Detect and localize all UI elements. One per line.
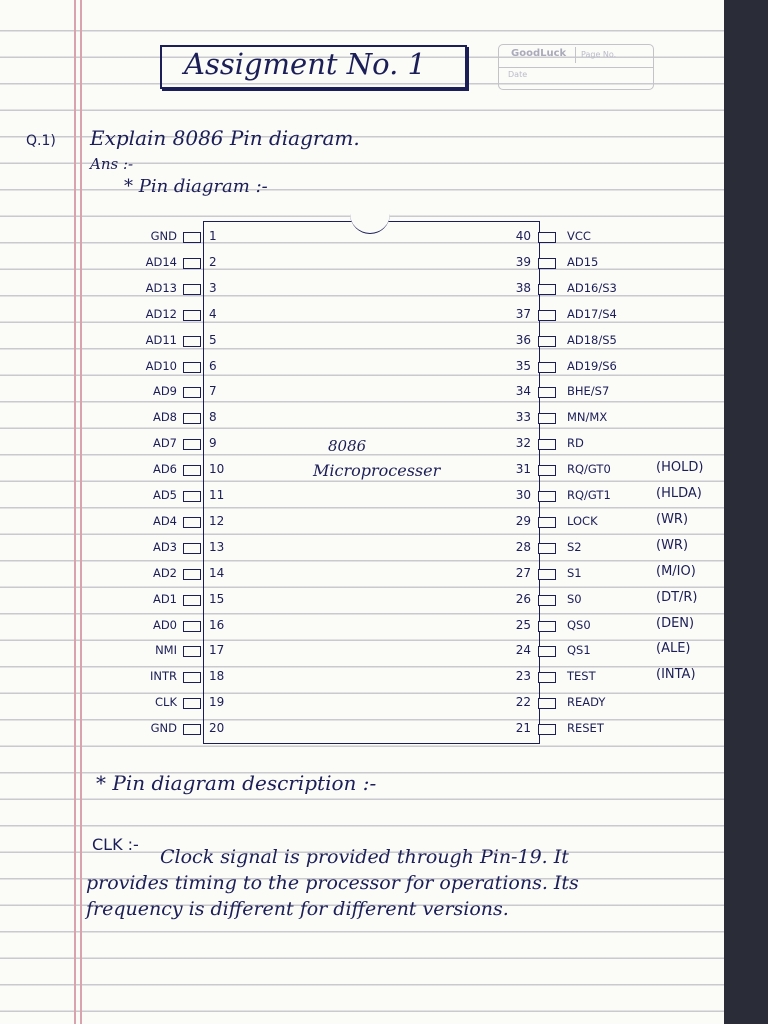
- question-text: Explain 8086 Pin diagram.: [90, 126, 360, 150]
- right-pin-terminal: [538, 569, 556, 580]
- clk-line-1: Clock signal is provided through Pin-19. It: [160, 846, 569, 868]
- left-pin-terminal: [183, 517, 201, 528]
- right-pin-min-mode-note: (ALE): [656, 641, 691, 657]
- right-pin-name: RD: [567, 436, 584, 451]
- right-pin-number: 36: [515, 332, 531, 347]
- pin-diagram-heading: * Pin diagram :-: [124, 176, 268, 197]
- right-pin-terminal: [538, 543, 556, 554]
- left-pin-terminal: [183, 413, 201, 424]
- left-pin-name: AD4: [152, 513, 177, 528]
- right-pin-terminal: [538, 491, 556, 502]
- left-pin-number: 5: [209, 332, 217, 347]
- left-pin-name: AD11: [145, 332, 177, 347]
- left-pin-name: AD12: [145, 306, 177, 321]
- left-pin-number: 17: [209, 643, 225, 658]
- left-pin-terminal: [183, 387, 201, 398]
- right-pin-name: RQ/GT1: [567, 488, 611, 502]
- left-pin-number: 15: [209, 591, 225, 606]
- margin-line: [80, 0, 82, 1024]
- right-pin-terminal: [538, 595, 556, 606]
- stamp-brand: GoodLuck: [511, 48, 567, 59]
- right-pin-name: AD18/S5: [567, 332, 617, 347]
- left-pin-terminal: [183, 336, 201, 347]
- left-pin-name: AD1: [152, 591, 177, 606]
- right-pin-terminal: [538, 698, 556, 709]
- right-pin-min-mode-note: (WR): [656, 537, 689, 553]
- right-pin-number: 21: [515, 721, 531, 736]
- right-pin-terminal: [538, 621, 556, 632]
- left-pin-terminal: [183, 595, 201, 606]
- chip-label-number: 8086: [328, 437, 367, 455]
- right-pin-terminal: [538, 465, 556, 476]
- right-pin-name: AD16/S3: [567, 280, 617, 295]
- left-pin-number: 6: [209, 358, 217, 373]
- right-pin-terminal: [538, 310, 556, 321]
- left-pin-terminal: [183, 232, 201, 243]
- right-pin-number: 40: [515, 229, 531, 243]
- right-pin-min-mode-note: (HLDA): [656, 486, 702, 501]
- left-pin-terminal: [183, 258, 201, 269]
- left-pin-terminal: [183, 543, 201, 554]
- left-pin-number: 10: [209, 462, 225, 477]
- right-pin-number: 39: [515, 254, 531, 269]
- left-pin-terminal: [183, 621, 201, 632]
- left-pin-name: AD7: [152, 436, 177, 451]
- left-pin-name: CLK: [155, 695, 177, 710]
- left-pin-name: AD5: [152, 488, 177, 502]
- left-pin-terminal: [183, 491, 201, 502]
- left-pin-terminal: [183, 698, 201, 709]
- right-pin-name: AD19/S6: [567, 358, 617, 373]
- right-pin-terminal: [538, 439, 556, 450]
- right-pin-name: READY: [567, 695, 606, 710]
- left-pin-name: AD2: [152, 565, 177, 580]
- left-pin-number: 1: [209, 229, 217, 243]
- left-pin-terminal: [183, 310, 201, 321]
- left-pin-name: GND: [150, 721, 177, 736]
- right-pin-name: S0: [567, 591, 582, 606]
- left-pin-number: 16: [209, 617, 225, 632]
- left-pin-number: 20: [209, 721, 225, 736]
- right-pin-terminal: [538, 284, 556, 295]
- left-pin-name: NMI: [155, 643, 177, 658]
- left-pin-number: 19: [209, 695, 225, 710]
- left-pin-terminal: [183, 569, 201, 580]
- left-pin-name: AD3: [152, 539, 177, 554]
- right-pin-name: MN/MX: [567, 410, 608, 425]
- left-pin-terminal: [183, 362, 201, 373]
- right-pin-number: 29: [515, 513, 531, 528]
- right-pin-number: 24: [515, 643, 531, 658]
- left-pin-number: 4: [209, 306, 217, 321]
- right-pin-min-mode-note: (DT/R): [656, 589, 698, 605]
- left-pin-number: 8: [209, 410, 217, 425]
- left-pin-name: AD10: [145, 358, 177, 373]
- left-pin-name: AD13: [145, 280, 177, 295]
- page-title: Assigment No. 1: [184, 47, 426, 81]
- right-pin-name: LOCK: [567, 513, 598, 528]
- right-pin-name: QS1: [567, 643, 591, 658]
- right-pin-name: AD15: [567, 254, 599, 269]
- right-pin-min-mode-note: (M/IO): [656, 563, 696, 579]
- answer-label: Ans :-: [90, 155, 134, 173]
- left-pin-number: 18: [209, 669, 225, 684]
- left-pin-name: AD6: [152, 462, 177, 477]
- right-pin-min-mode-note: (WR): [656, 511, 689, 527]
- right-pin-name: VCC: [567, 229, 591, 243]
- right-pin-number: 22: [515, 695, 531, 710]
- right-pin-name: S1: [567, 565, 582, 580]
- left-pin-number: 14: [209, 565, 225, 580]
- question-number: Q.1): [26, 133, 56, 149]
- right-pin-terminal: [538, 362, 556, 373]
- right-pin-number: 23: [515, 669, 531, 684]
- right-pin-terminal: [538, 387, 556, 398]
- chip-body: [203, 221, 540, 744]
- right-pin-name: BHE/S7: [567, 384, 610, 399]
- right-pin-name: S2: [567, 539, 582, 554]
- left-pin-name: GND: [150, 229, 177, 243]
- description-heading: * Pin diagram description :-: [96, 771, 377, 795]
- right-pin-number: 33: [515, 410, 531, 425]
- clk-line-2: provides timing to the processor for operations. Its: [86, 872, 579, 894]
- left-pin-terminal: [183, 439, 201, 450]
- right-pin-number: 31: [515, 462, 531, 477]
- right-pin-name: RESET: [567, 721, 604, 736]
- left-pin-name: INTR: [149, 669, 177, 684]
- left-pin-number: 3: [209, 280, 217, 295]
- left-pin-terminal: [183, 284, 201, 295]
- left-pin-number: 9: [209, 436, 217, 451]
- left-pin-number: 11: [209, 488, 225, 502]
- right-pin-number: 27: [515, 565, 531, 580]
- right-pin-number: 28: [515, 539, 531, 554]
- stamp-date-label: Date: [508, 70, 528, 79]
- right-pin-min-mode-note: (HOLD): [656, 460, 704, 476]
- left-pin-name: AD9: [152, 384, 177, 399]
- right-pin-number: 32: [515, 436, 531, 451]
- stamp-divider: [575, 47, 576, 63]
- right-pin-number: 25: [515, 617, 531, 632]
- right-pin-number: 37: [515, 306, 531, 321]
- right-pin-number: 38: [515, 280, 531, 295]
- right-pin-number: 30: [515, 488, 531, 502]
- right-pin-name: TEST: [567, 669, 596, 684]
- left-pin-name: AD0: [152, 617, 177, 632]
- right-pin-terminal: [538, 517, 556, 528]
- chip-label-name: Microprocesser: [313, 461, 441, 480]
- right-pin-terminal: [538, 232, 556, 243]
- margin-line: [74, 0, 76, 1024]
- title-box: [160, 45, 467, 89]
- right-pin-terminal: [538, 672, 556, 683]
- right-pin-name: AD17/S4: [567, 306, 617, 321]
- page-stamp: [498, 44, 654, 90]
- left-pin-number: 7: [209, 384, 217, 399]
- left-pin-name: AD8: [152, 410, 177, 425]
- left-pin-terminal: [183, 672, 201, 683]
- right-pin-number: 34: [515, 384, 531, 399]
- right-pin-terminal: [538, 724, 556, 735]
- right-pin-number: 35: [515, 358, 531, 373]
- right-pin-min-mode-note: (INTA): [656, 667, 696, 683]
- clk-line-3: frequency is different for different versions.: [86, 898, 509, 920]
- clk-heading: CLK :-: [92, 835, 139, 854]
- left-pin-terminal: [183, 465, 201, 476]
- right-pin-terminal: [538, 646, 556, 657]
- left-pin-number: 13: [209, 539, 225, 554]
- right-pin-terminal: [538, 413, 556, 424]
- right-pin-number: 26: [515, 591, 531, 606]
- stamp-page-label: Page No.: [581, 50, 617, 59]
- stamp-divider: [499, 67, 653, 68]
- right-pin-name: QS0: [567, 617, 591, 632]
- right-pin-min-mode-note: (DEN): [656, 615, 695, 631]
- left-pin-terminal: [183, 646, 201, 657]
- left-pin-terminal: [183, 724, 201, 735]
- left-pin-number: 12: [209, 513, 225, 528]
- right-pin-name: RQ/GT0: [567, 462, 611, 477]
- right-pin-terminal: [538, 258, 556, 269]
- left-pin-number: 2: [209, 254, 217, 269]
- left-pin-name: AD14: [145, 254, 177, 269]
- right-pin-terminal: [538, 336, 556, 347]
